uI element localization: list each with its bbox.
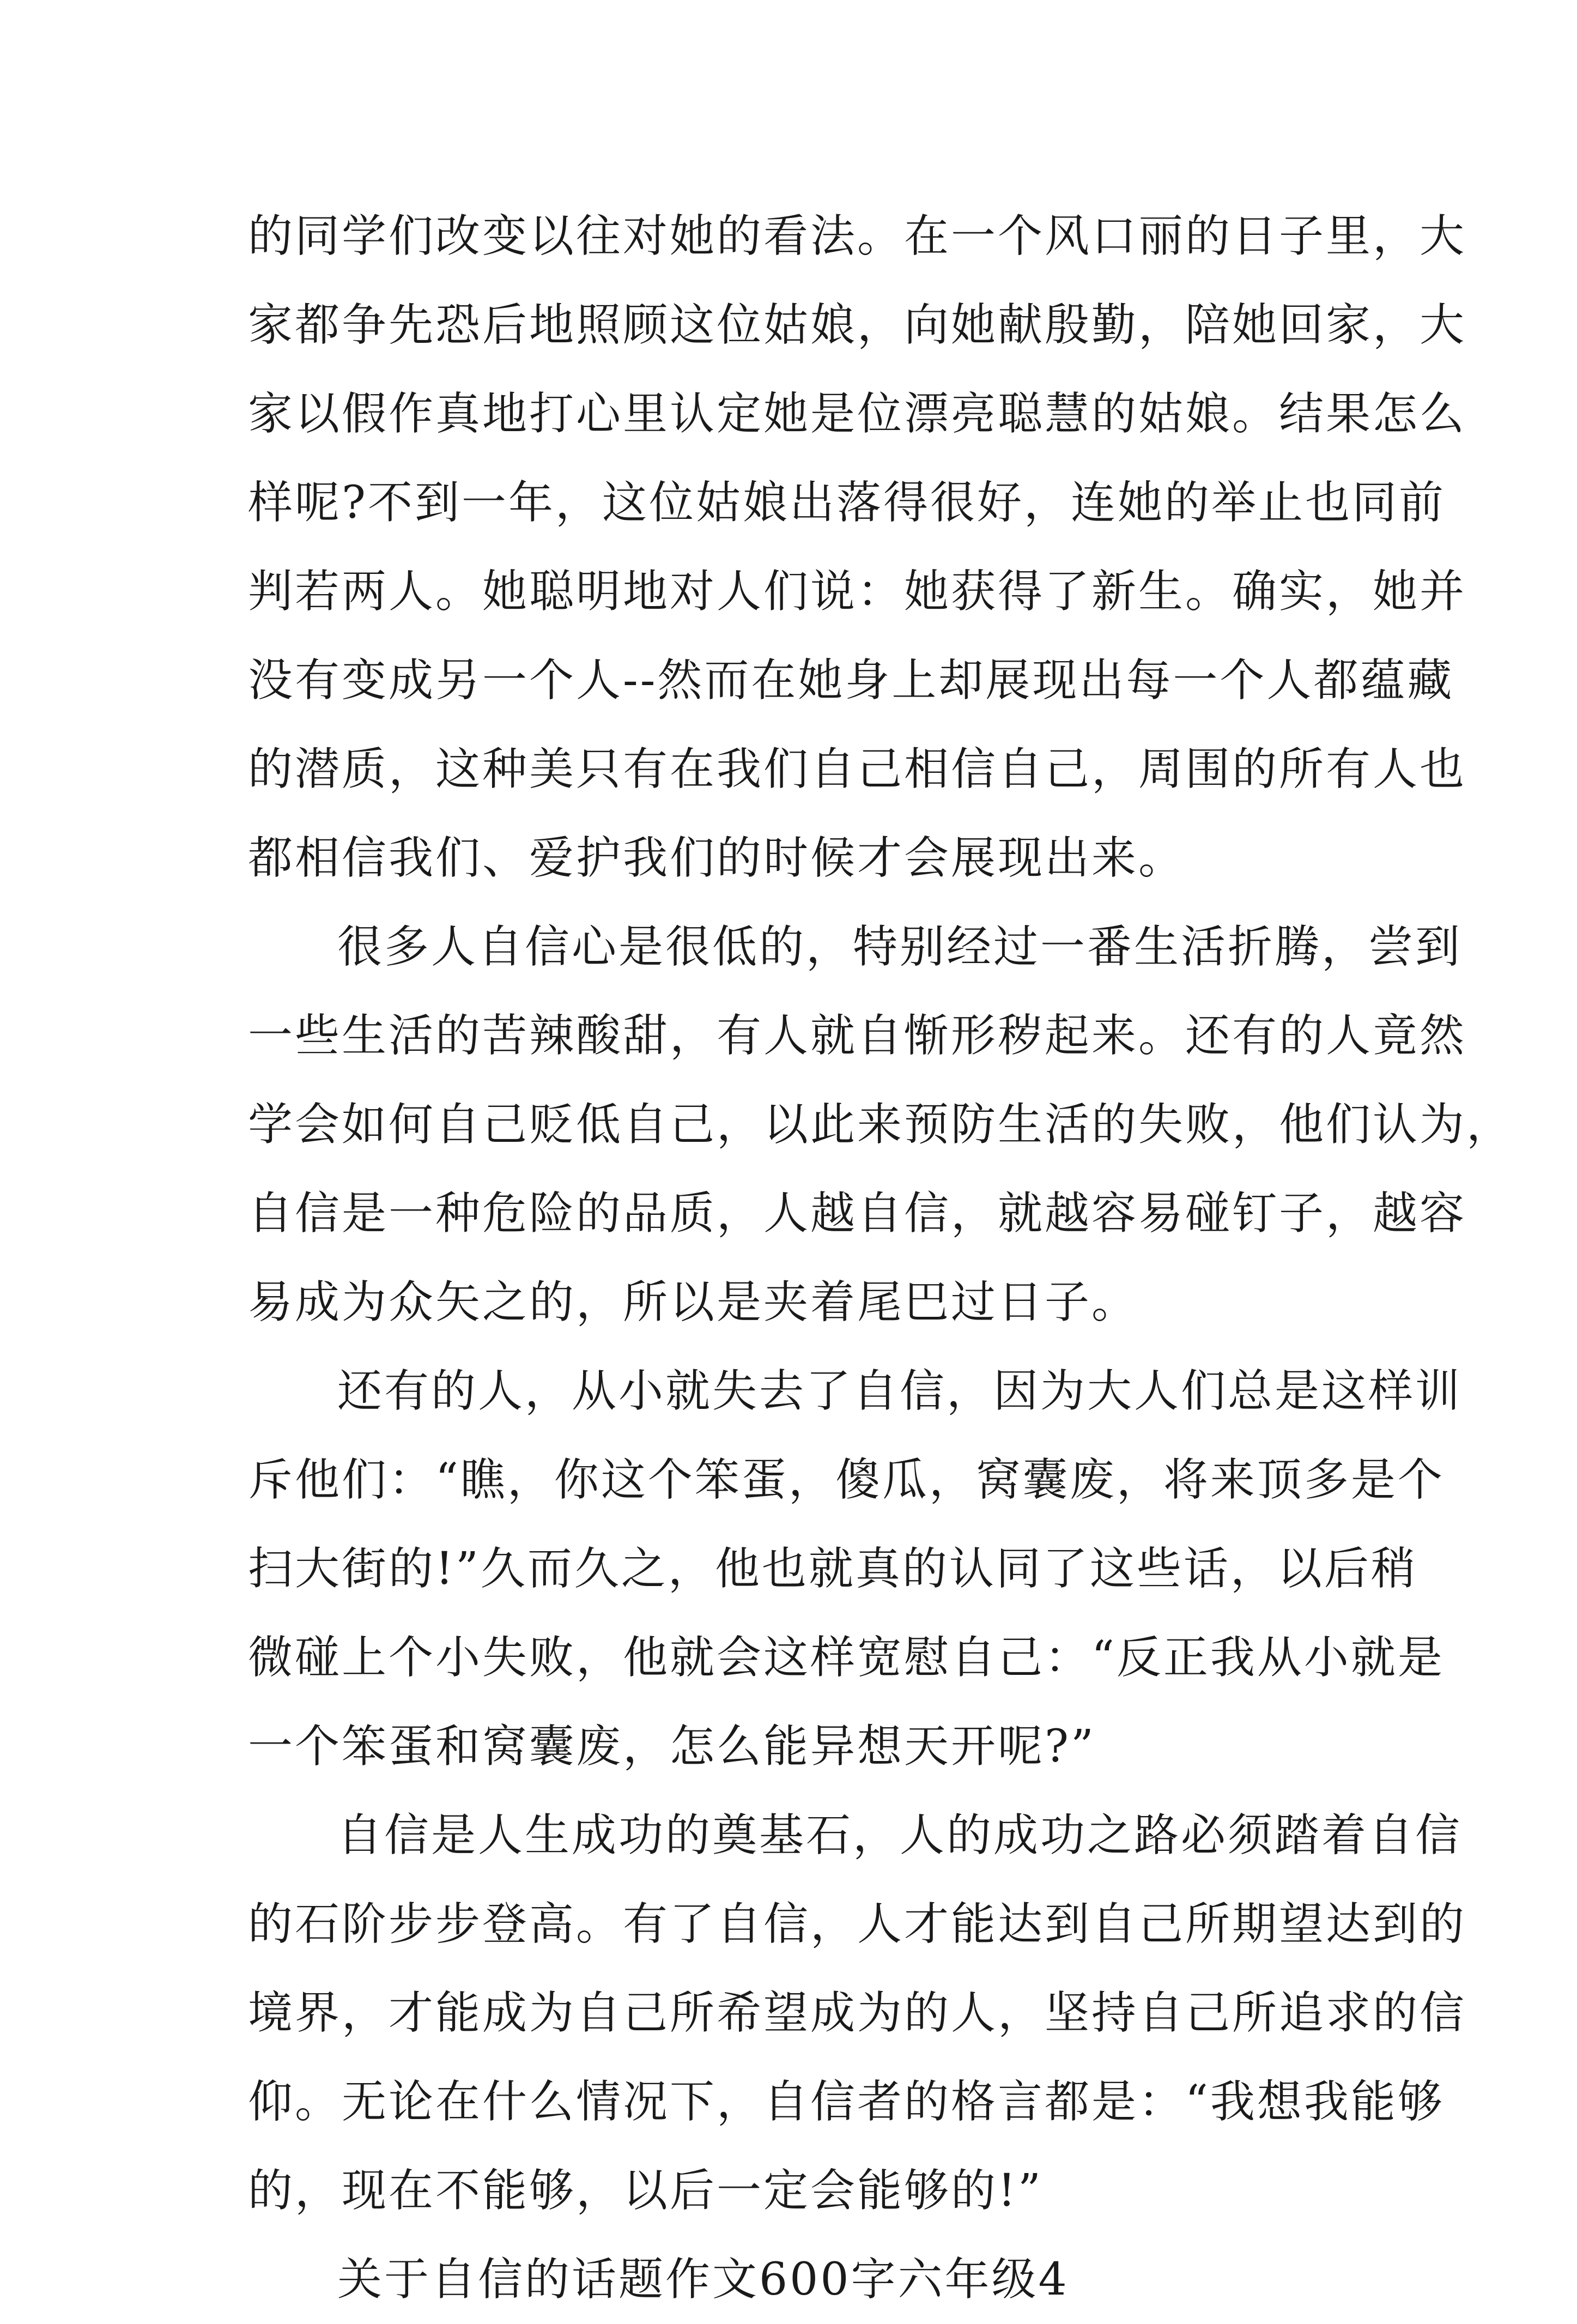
text-line: 仰。无论在什么情况下，自信者的格言都是：“我想我能够 bbox=[248, 2076, 1445, 2128]
section-heading: 关于自信的话题作文600字六年级4 bbox=[337, 2254, 1069, 2305]
text-line: 都相信我们、爱护我们的时候才会展现出来。 bbox=[248, 832, 1186, 884]
text-line: 斥他们：“瞧，你这个笨蛋，傻瓜，窝囊废，将来顶多是个 bbox=[248, 1454, 1445, 1506]
text-line: 判若两人。她聪明地对人们说：她获得了新生。确实，她并 bbox=[248, 566, 1467, 618]
paragraph-start-line: 还有的人，从小就失去了自信，因为大人们总是这样训 bbox=[337, 1365, 1463, 1417]
text-line: 的石阶步步登高。有了自信，人才能达到自己所期望达到的 bbox=[248, 1898, 1467, 1950]
text-line: 家都争先恐后地照顾这位姑娘，向她献殷勤，陪她回家，大 bbox=[248, 299, 1467, 351]
text-line: 一个笨蛋和窝囊废，怎么能异想天开呢?” bbox=[248, 1721, 1096, 1772]
paragraph-start-line: 自信是人生成功的奠基石，人的成功之路必须踏着自信 bbox=[337, 1809, 1463, 1861]
body-text bbox=[248, 192, 1514, 2324]
text-line: 学会如何自己贬低自己，以此来预防生活的失败，他们认为， bbox=[248, 1099, 1514, 1151]
text-line: 样呢?不到一年，这位姑娘出落得很好，连她的举止也同前 bbox=[248, 477, 1446, 529]
text-line: 的同学们改变以往对她的看法。在一个风口丽的日子里，大 bbox=[248, 210, 1467, 262]
paragraph-start-line: 很多人自信心是很低的，特别经过一番生活折腾，尝到 bbox=[337, 921, 1463, 973]
text-line: 扫大街的!”久而久之，他也就真的认同了这些话，以后稍 bbox=[248, 1543, 1418, 1595]
text-line: 没有变成另一个人--然而在她身上却展现出每一个人都蕴藏 bbox=[248, 655, 1454, 706]
text-line: 境界，才能成为自己所希望成为的人，坚持自己所追求的信 bbox=[248, 1987, 1467, 2039]
text-line: 自信是一种危险的品质，人越自信，就越容易碰钉子，越容 bbox=[248, 1188, 1467, 1239]
text-line: 一些生活的苦辣酸甜，有人就自惭形秽起来。还有的人竟然 bbox=[248, 1010, 1467, 1062]
text-line: 的，现在不能够，以后一定会能够的!” bbox=[248, 2165, 1043, 2217]
text-line: 微碰上个小失败，他就会这样宽慰自己：“反正我从小就是 bbox=[248, 1632, 1445, 1684]
text-line: 的潜质，这种美只有在我们自己相信自己，周围的所有人也 bbox=[248, 743, 1467, 795]
text-line: 家以假作真地打心里认定她是位漂亮聪慧的姑娘。结果怎么 bbox=[248, 388, 1467, 440]
text-line: 易成为众矢之的，所以是夹着尾巴过日子。 bbox=[248, 1276, 1139, 1328]
